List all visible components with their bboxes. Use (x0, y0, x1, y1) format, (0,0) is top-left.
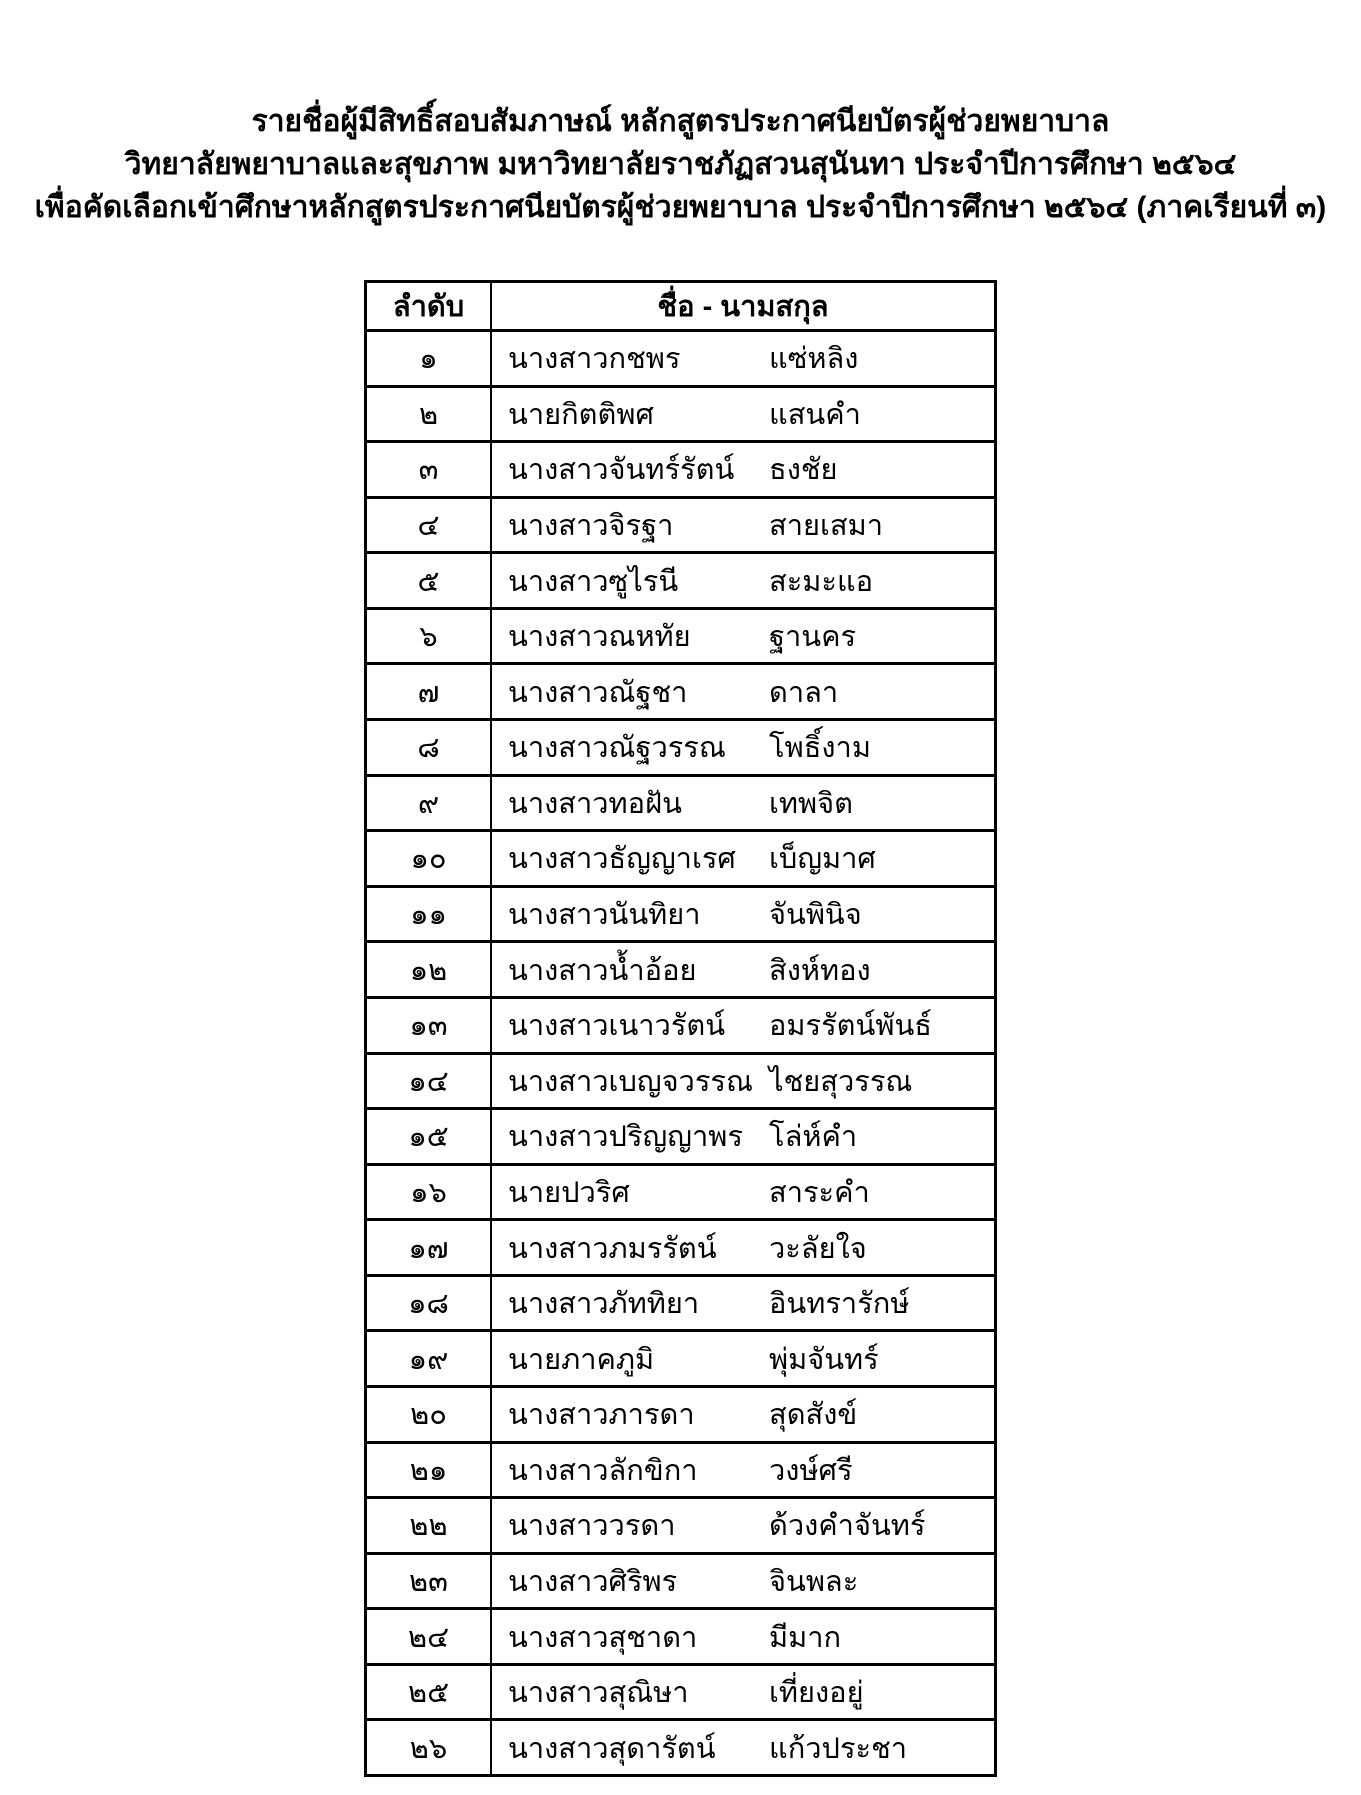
first-name-text: นางสาวซูไรนี (508, 565, 679, 598)
row-name-cell (492, 1555, 994, 1608)
row-name-cell (492, 499, 994, 552)
first-name-text: นายปวริศ (508, 1176, 630, 1209)
last-name-text: พุ่มจันทร์ (769, 1343, 879, 1376)
row-number-cell: ๒๐ (367, 1388, 492, 1441)
row-number-cell: ๑ (367, 332, 492, 385)
row-number-cell: ๑๐ (367, 832, 492, 885)
first-name-text: นายกิตติพศ (508, 398, 654, 431)
last-name-text: แก้วประชา (769, 1732, 908, 1765)
row-name-cell (492, 721, 994, 774)
table-row (367, 329, 994, 385)
table-row (367, 1274, 994, 1330)
last-name-text: ฐานคร (769, 621, 857, 654)
row-name-cell (492, 1166, 994, 1219)
first-name-text: นางสาวณัฐวรรณ (508, 732, 726, 765)
first-name-text: นางสาวสุชาดา (508, 1621, 698, 1654)
row-number-cell: ๖ (367, 610, 492, 663)
first-name-text: นางสาวศิริพร (508, 1566, 678, 1598)
title-line-3: เพื่อคัดเลือกเข้าศึกษาหลักสูตรประกาศนียบัตรผู้ช่วยพยาบาล ประจำปีการศึกษา ๒๕๖๔ (ภาคเรียนที่ ๓) (34, 191, 1327, 224)
header-cell-number: ลำดับ (367, 283, 492, 329)
last-name-text: วงษ์ศรี (769, 1454, 853, 1487)
row-name-cell (492, 1388, 994, 1441)
row-name-cell (492, 332, 994, 385)
table-row (367, 385, 994, 441)
row-number-cell: ๒ (367, 388, 492, 441)
first-name-text: นางสาวทอฝัน (508, 787, 682, 820)
row-number-cell: ๔ (367, 499, 492, 552)
row-number-cell: ๑๙ (367, 1332, 492, 1385)
row-name-cell (492, 1277, 994, 1330)
row-number-cell: ๑๒ (367, 943, 492, 996)
table-row (367, 1663, 994, 1719)
row-name-cell (492, 1332, 994, 1385)
first-name-text: นางสาวภารดา (508, 1399, 695, 1432)
last-name-text: ดาลา (769, 676, 839, 709)
last-name-text: จินพละ (769, 1566, 859, 1598)
title-line-1: รายชื่อผู้มีสิทธิ์สอบสัมภาษณ์ หลักสูตรประกาศนียบัตรผู้ช่วยพยาบาล (251, 105, 1110, 138)
table-row (367, 829, 994, 885)
first-name-text: นางสาววรดา (508, 1510, 676, 1543)
table-row (367, 1607, 994, 1663)
last-name-text: สายเสมา (769, 510, 883, 543)
row-number-cell: ๑๕ (367, 1110, 492, 1163)
row-name-cell (492, 610, 994, 663)
first-name-text: นางสาวณัฐชา (508, 676, 688, 709)
table-row (367, 940, 994, 996)
table-header-row (367, 283, 994, 329)
row-name-cell (492, 1444, 994, 1497)
table-row (367, 1107, 994, 1163)
last-name-text: โพธิ์งาม (769, 732, 871, 765)
first-name-text: นางสาวณหทัย (508, 621, 691, 654)
row-name-cell (492, 832, 994, 885)
row-name-cell (492, 1055, 994, 1108)
last-name-text: อินทรารักษ์ (769, 1288, 910, 1321)
table-row (367, 774, 994, 830)
last-name-text: วะลัยใจ (769, 1232, 867, 1265)
row-name-cell (492, 665, 994, 718)
first-name-text: นางสาวลักขิกา (508, 1454, 698, 1487)
first-name-text: นางสาวภัททิยา (508, 1288, 700, 1321)
last-name-text: มีมาก (769, 1621, 842, 1654)
last-name-text: จันพินิจ (769, 899, 862, 932)
last-name-text: เบ็ญมาศ (769, 843, 876, 876)
last-name-text: ธงชัย (769, 454, 838, 487)
table-row (367, 1441, 994, 1497)
row-name-cell (492, 888, 994, 941)
row-number-cell: ๑๔ (367, 1055, 492, 1108)
row-name-cell (492, 943, 994, 996)
row-number-cell: ๑๗ (367, 1221, 492, 1274)
last-name-text: อมรรัตน์พันธ์ (769, 1010, 932, 1043)
table-row (367, 1385, 994, 1441)
table-row (367, 662, 994, 718)
table-row (367, 996, 994, 1052)
last-name-text: เที่ยงอยู่ (769, 1677, 864, 1710)
first-name-text: นางสาวจันทร์รัตน์ (508, 454, 735, 487)
last-name-text: สะมะแอ (769, 565, 874, 598)
row-name-cell (492, 388, 994, 441)
last-name-text: ด้วงคำจันทร์ (769, 1510, 926, 1543)
row-number-cell: ๓ (367, 443, 492, 496)
row-number-cell: ๑๘ (367, 1277, 492, 1330)
row-number-cell: ๒๖ (367, 1721, 492, 1774)
row-name-cell (492, 1666, 994, 1719)
row-name-cell (492, 1221, 994, 1274)
first-name-text: นางสาวภมรรัตน์ (508, 1232, 717, 1265)
last-name-text: สาระคำ (769, 1176, 870, 1209)
candidate-table (364, 280, 997, 1777)
document-title (0, 100, 1361, 229)
first-name-text: นายภาคภูมิ (508, 1343, 655, 1376)
last-name-text: สิงห์ทอง (769, 954, 871, 987)
table-row (367, 1329, 994, 1385)
row-number-cell: ๒๒ (367, 1499, 492, 1552)
first-name-text: นางสาวสุดารัตน์ (508, 1732, 716, 1765)
row-number-cell: ๗ (367, 665, 492, 718)
table-row (367, 718, 994, 774)
last-name-text: เทพจิต (769, 787, 853, 820)
first-name-text: นางสาวปริญญาพร (508, 1121, 743, 1154)
table-row (367, 885, 994, 941)
row-name-cell (492, 1610, 994, 1663)
row-number-cell: ๑๑ (367, 888, 492, 941)
row-number-cell: ๑๖ (367, 1166, 492, 1219)
row-number-cell: ๒๓ (367, 1555, 492, 1608)
first-name-text: นางสาวนันทิยา (508, 899, 701, 932)
row-name-cell (492, 999, 994, 1052)
row-number-cell: ๒๕ (367, 1666, 492, 1719)
row-name-cell (492, 443, 994, 496)
table-row (367, 496, 994, 552)
row-name-cell (492, 554, 994, 607)
row-number-cell: ๕ (367, 554, 492, 607)
first-name-text: นางสาวน้ำอ้อย (508, 954, 697, 987)
row-number-cell: ๑๓ (367, 999, 492, 1052)
header-cell-name: ชื่อ - นามสกุล (657, 291, 829, 323)
table-row (367, 551, 994, 607)
row-number-cell: ๘ (367, 721, 492, 774)
row-name-cell (492, 777, 994, 830)
row-name-cell (492, 1721, 994, 1774)
last-name-text: ไชยสุวรรณ (769, 1065, 913, 1098)
table-row (367, 440, 994, 496)
row-number-cell: ๒๔ (367, 1610, 492, 1663)
title-line-2: วิทยาลัยพยาบาลและสุขภาพ มหาวิทยาลัยราชภัฏสวนสุนันทา ประจำปีการศึกษา ๒๕๖๔ (124, 148, 1237, 181)
first-name-text: นางสาวกชพร (508, 343, 681, 376)
last-name-text: แซ่หลิง (769, 343, 859, 376)
first-name-text: นางสาวจิรฐา (508, 510, 674, 543)
table-row (367, 1218, 994, 1274)
last-name-text: แสนคำ (769, 398, 861, 431)
row-number-cell: ๙ (367, 777, 492, 830)
table-row (367, 607, 994, 663)
table-row (367, 1718, 994, 1774)
row-number-cell: ๒๑ (367, 1444, 492, 1497)
table-row (367, 1496, 994, 1552)
table-row (367, 1552, 994, 1608)
first-name-text: นางสาวเนาวรัตน์ (508, 1010, 726, 1043)
first-name-text: นางสาวสุณิษา (508, 1677, 689, 1710)
first-name-text: นางสาวเบญจวรรณ (508, 1065, 753, 1098)
first-name-text: นางสาวธัญญาเรศ (508, 843, 736, 876)
row-name-cell (492, 1499, 994, 1552)
row-name-cell (492, 1110, 994, 1163)
table-row (367, 1163, 994, 1219)
table-row (367, 1052, 994, 1108)
last-name-text: โล่ห์คำ (769, 1121, 858, 1154)
last-name-text: สุดสังข์ (769, 1399, 858, 1432)
